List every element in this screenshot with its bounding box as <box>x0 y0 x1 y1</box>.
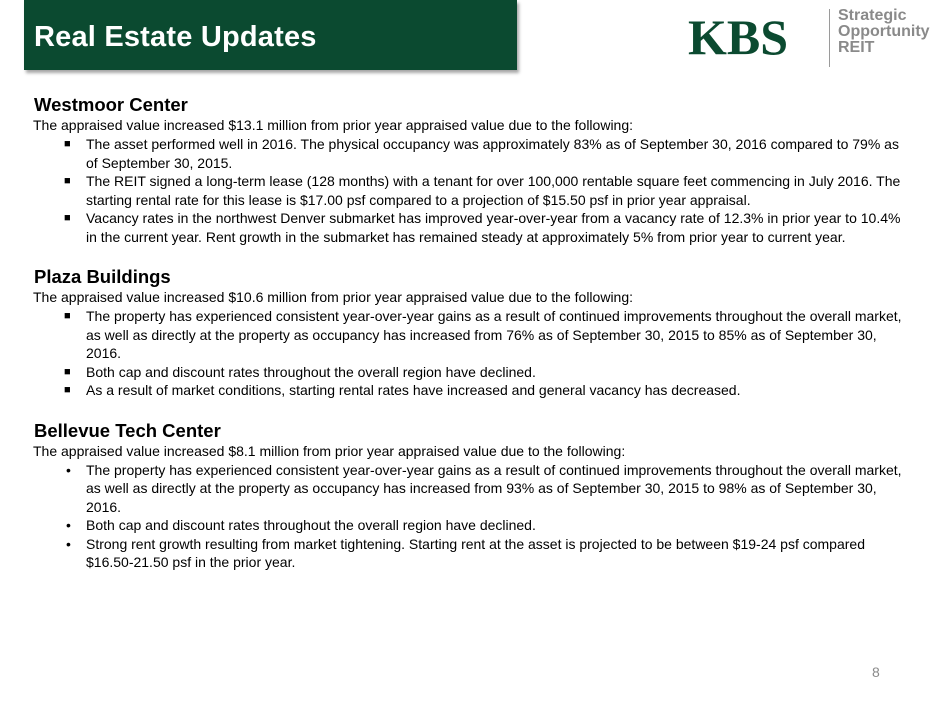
square-bullet-icon: ■ <box>64 384 71 396</box>
logo-line-1: Strategic <box>838 7 907 24</box>
page-number: 8 <box>872 664 880 680</box>
logo-brand: KBS <box>688 9 789 65</box>
square-bullet-icon: ■ <box>64 212 71 224</box>
title-bar <box>24 0 517 70</box>
dot-bullet-icon: • <box>66 535 71 552</box>
section-title: Bellevue Tech Center <box>34 419 221 441</box>
bullet-list <box>34 461 914 572</box>
list-item <box>34 363 914 382</box>
section-bellevue-tech-center <box>34 420 914 572</box>
dot-bullet-icon: • <box>66 517 71 533</box>
list-item <box>34 461 914 517</box>
list-item-text: Both cap and discount rates throughout the overall region have declined. <box>86 517 536 533</box>
list-item <box>34 381 914 400</box>
content <box>34 94 914 592</box>
list-item-text: The REIT signed a long-term lease (128 months) with a tenant for over 100,000 rentable square feet commencing in July 2016. The starting rental rate for this lease is $17.00 psf compared to a projection of $15.50 psf in prior year appraisal. <box>86 173 901 208</box>
logo-subtitle <box>838 8 930 56</box>
list-item <box>34 516 914 535</box>
square-bullet-icon: ■ <box>64 310 71 322</box>
list-item-text: Both cap and discount rates throughout the overall region have declined. <box>86 363 536 380</box>
logo-divider <box>829 9 830 67</box>
section-intro: The appraised value increased $8.1 million from prior year appraised value due to the following: <box>33 442 626 459</box>
list-item <box>34 135 914 172</box>
list-item-text: The asset performed well in 2016. The physical occupancy was approximately 83% as of September 30, 2016 compared to 79% as of September 30, 2015. <box>86 136 899 171</box>
page-title: Real Estate Updates <box>34 21 317 53</box>
dot-bullet-icon: • <box>66 461 71 478</box>
bullet-list <box>34 307 914 400</box>
square-bullet-icon: ■ <box>64 365 71 378</box>
logo-line-3: REIT <box>838 39 875 56</box>
square-bullet-icon: ■ <box>64 138 71 150</box>
list-item-text: The property has experienced consistent year-over-year gains as a result of continued improvements throughout the overall market, as well as directly at the property as occupancy has increased from 76% as of September 30, 2015 to 85% as of September 30, 2016. <box>86 308 902 361</box>
list-item <box>34 535 914 572</box>
list-item <box>34 172 914 209</box>
list-item <box>34 307 914 363</box>
bullet-list <box>34 135 914 246</box>
logo-line-2: Opportunity <box>838 23 930 40</box>
section-westmoor-center <box>34 94 914 246</box>
square-bullet-icon: ■ <box>64 175 71 187</box>
section-intro: The appraised value increased $13.1 million from prior year appraised value due to the following: <box>33 117 634 133</box>
section-intro: The appraised value increased $10.6 million from prior year appraised value due to the following: <box>33 289 634 305</box>
list-item-text: The property has experienced consistent year-over-year gains as a result of continued improvements throughout the overall market, as well as directly at the property as occupancy has increased from 93% as of September 30, 2015 to 98% as of September 30, 2016. <box>86 461 902 515</box>
list-item-text: Strong rent growth resulting from market tightening. Starting rent at the asset is projected to be between $19-24 psf compared $16.50-21.50 psf in the prior year. <box>86 535 865 570</box>
list-item-text: As a result of market conditions, starting rental rates have increased and general vacancy has decreased. <box>86 382 741 398</box>
kbs-logo <box>688 8 928 68</box>
section-plaza-buildings <box>34 266 914 400</box>
list-item-text: Vacancy rates in the northwest Denver submarket has improved year-over-year from a vacancy rate of 12.3% in prior year to 10.4% in the current year. Rent growth in the submarket has remained steady at approximately 5% from prior year to current year. <box>86 210 901 245</box>
section-title: Plaza Buildings <box>34 266 171 287</box>
section-title: Westmoor Center <box>34 94 188 115</box>
list-item <box>34 209 914 246</box>
